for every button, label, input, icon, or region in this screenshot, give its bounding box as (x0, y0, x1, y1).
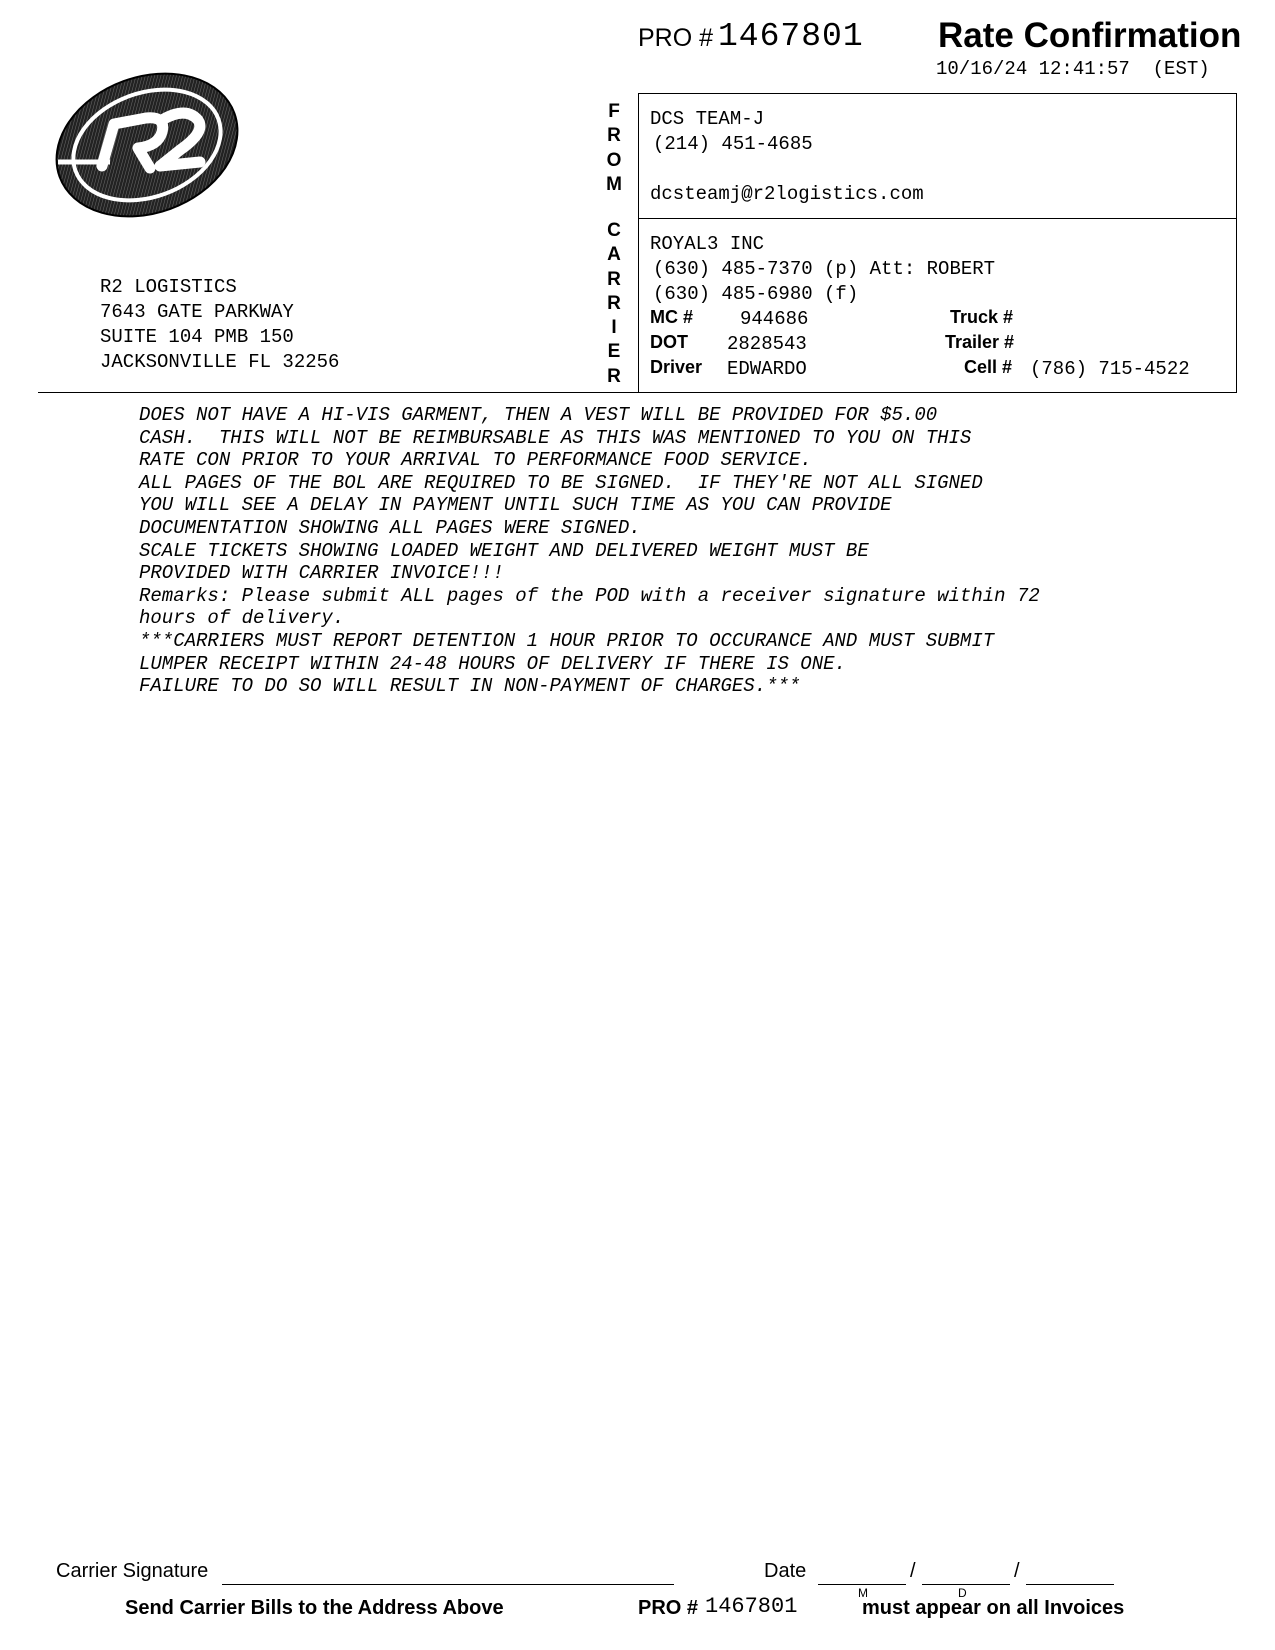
remarks-line: Remarks: Please submit ALL pages of the POD with a receiver signature within 72 (139, 584, 1040, 607)
footer-pro-number: 1467801 (705, 1594, 798, 1619)
header-divider (38, 392, 1236, 393)
remarks-line: hours of delivery. (139, 607, 345, 630)
dot-value: 2828543 (727, 333, 807, 355)
remarks-line: ALL PAGES OF THE BOL ARE REQUIRED TO BE SIGNED. IF THEY'RE NOT ALL SIGNED (139, 471, 983, 494)
broker-city: JACKSONVILLE FL 32256 (100, 351, 340, 373)
date-slash: / (1014, 1560, 1020, 1582)
date-day-line[interactable] (922, 1584, 1010, 1585)
carrier-signature-label: Carrier Signature (56, 1560, 209, 1582)
carrier-fax: (630) 485-6980 (f) (653, 283, 859, 305)
broker-street: 7643 GATE PARKWAY (100, 301, 294, 323)
document-title: Rate Confirmation (938, 16, 1242, 55)
remarks-line: PROVIDED WITH CARRIER INVOICE!!! (139, 562, 504, 585)
remarks-block (139, 404, 1040, 698)
remarks-line: SCALE TICKETS SHOWING LOADED WEIGHT AND DELIVERED WEIGHT MUST BE (139, 539, 869, 562)
truck-label: Truck # (950, 307, 1014, 327)
month-label: M (858, 1586, 868, 1600)
broker-name: R2 LOGISTICS (100, 276, 237, 298)
document-datetime: 10/16/24 12:41:57 (EST) (936, 58, 1210, 80)
dot-label: DOT (650, 332, 688, 352)
remarks-line: YOU WILL SEE A DELAY IN PAYMENT UNTIL SUCH TIME AS YOU CAN PROVIDE (139, 494, 892, 517)
remarks-line: CASH. THIS WILL NOT BE REIMBURSABLE AS THIS WAS MENTIONED TO YOU ON THIS (139, 426, 972, 449)
carrier-phone: (630) 485-7370 (p) Att: ROBERT (653, 258, 996, 280)
r2-logo-icon (50, 66, 245, 224)
send-bills-note: Send Carrier Bills to the Address Above (125, 1597, 504, 1619)
cell-label: Cell # (964, 357, 1013, 377)
remarks-line: DOES NOT HAVE A HI-VIS GARMENT, THEN A VEST WILL BE PROVIDED FOR $5.00 (139, 404, 938, 426)
driver-label: Driver (650, 357, 703, 377)
broker-suite: SUITE 104 PMB 150 (100, 326, 294, 348)
pro-number: 1467801 (718, 18, 864, 55)
remarks-line: FAILURE TO DO SO WILL RESULT IN NON-PAYMENT OF CHARGES.*** (139, 675, 801, 698)
driver-value: EDWARDO (727, 358, 807, 380)
day-label: D (958, 1586, 967, 1600)
mc-value: 944686 (740, 308, 809, 330)
date-slash: / (910, 1560, 916, 1582)
remarks-line: LUMPER RECEIPT WITHIN 24-48 HOURS OF DELIVERY IF THERE IS ONE. (139, 652, 846, 675)
carrier-name: ROYAL3 INC (650, 233, 765, 255)
remarks-line: ***CARRIERS MUST REPORT DETENTION 1 HOUR PRIOR TO OCCURANCE AND MUST SUBMIT (139, 629, 995, 652)
date-label: Date (764, 1560, 807, 1582)
remarks-line: DOCUMENTATION SHOWING ALL PAGES WERE SIGNED. (139, 516, 641, 539)
footer-pro-label: PRO # (638, 1597, 699, 1619)
carrier-signature-line[interactable] (222, 1584, 674, 1585)
from-phone: (214) 451-4685 (653, 133, 813, 155)
pro-label: PRO # (638, 24, 714, 52)
from-team: DCS TEAM-J (650, 108, 765, 130)
cell-value: (786) 715-4522 (1030, 358, 1190, 380)
from-email: dcsteamj@r2logistics.com (650, 183, 924, 205)
remarks-line: RATE CON PRIOR TO YOUR ARRIVAL TO PERFORMANCE FOOD SERVICE. (139, 449, 812, 472)
date-month-line[interactable] (818, 1584, 906, 1585)
carrier-vertical-label: C A R R I E R (607, 220, 621, 387)
date-year-line[interactable] (1026, 1584, 1114, 1585)
mc-label: MC # (650, 307, 694, 327)
from-vertical-label: F R O M (606, 101, 622, 195)
must-appear-note: must appear on all Invoices (862, 1597, 1125, 1619)
trailer-label: Trailer # (945, 332, 1015, 352)
